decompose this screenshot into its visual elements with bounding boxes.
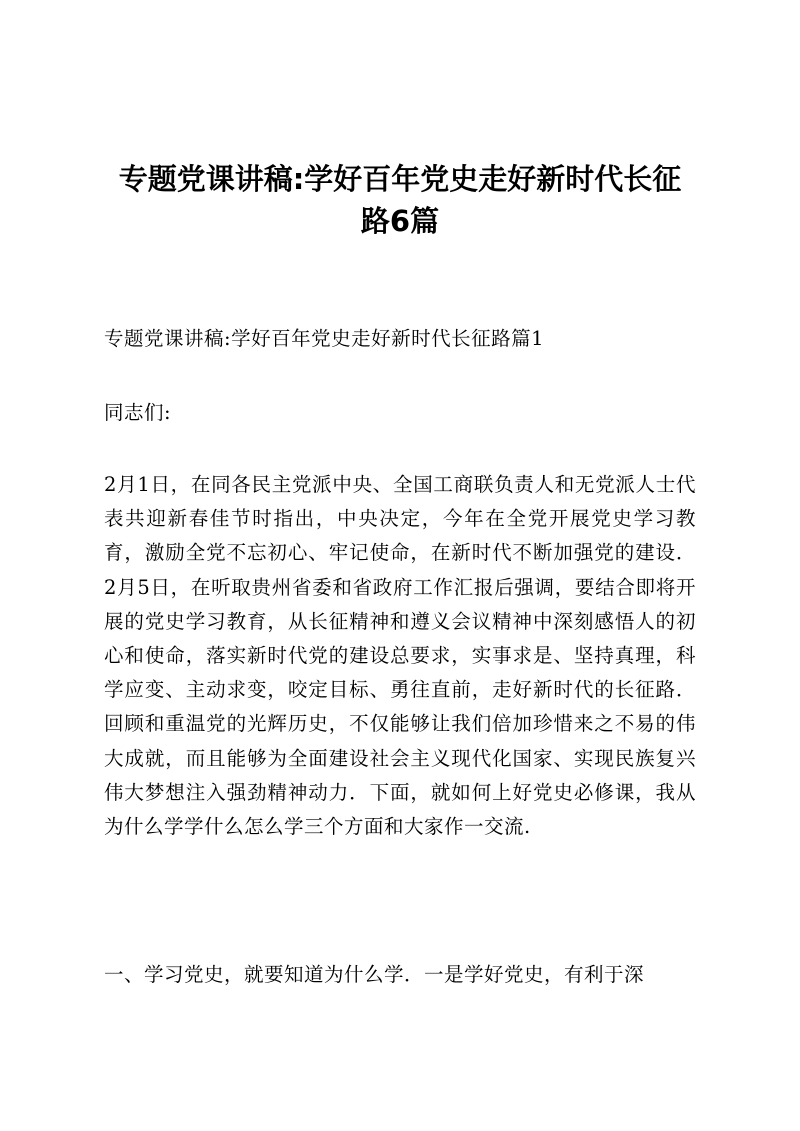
title-line-2: 路6篇 [360, 204, 440, 238]
title-line-1: 专题党课讲稿:学好百年党史走好新时代长征 [118, 162, 682, 196]
greeting: 同志们: [104, 401, 172, 424]
document-subtitle: 专题党课讲稿:学好百年党史走好新时代长征路篇1 [104, 327, 544, 350]
body-paragraph-2: 一、学习党史，就要知道为什么学．一是学好党史，有利于深 [104, 963, 645, 986]
document-title [100, 158, 700, 242]
body-paragraph-1: 2月1日，在同各民主党派中央、全国工商联负责人和无党派人士代表共迎新春佳节时指出，中央决定，今年在全党开展党史学习教育，激励全党不忘初心、牢记使命，在新时代不断加强党的建设．2月5日，在听取贵州省委和省政府工作汇报后强调，要结合即将开展的党史学习教育，从长征精神和遵义会议精神中深刻感悟人的初心和使命，落实新时代党的建设总要求，实事求是、坚持真理，科学应变、主动求变，咬定目标、勇往直前，走好新时代的长征路．回顾和重温党的光辉历史，不仅能够让我们倍加珍惜来之不易的伟大成就，而且能够为全面建设社会主义现代化国家、实现民族复兴伟大梦想注入强劲精神动力．下面，就如何上好党史必修课，我从为什么学学什么怎么学三个方面和大家作一交流. [104, 473, 696, 839]
